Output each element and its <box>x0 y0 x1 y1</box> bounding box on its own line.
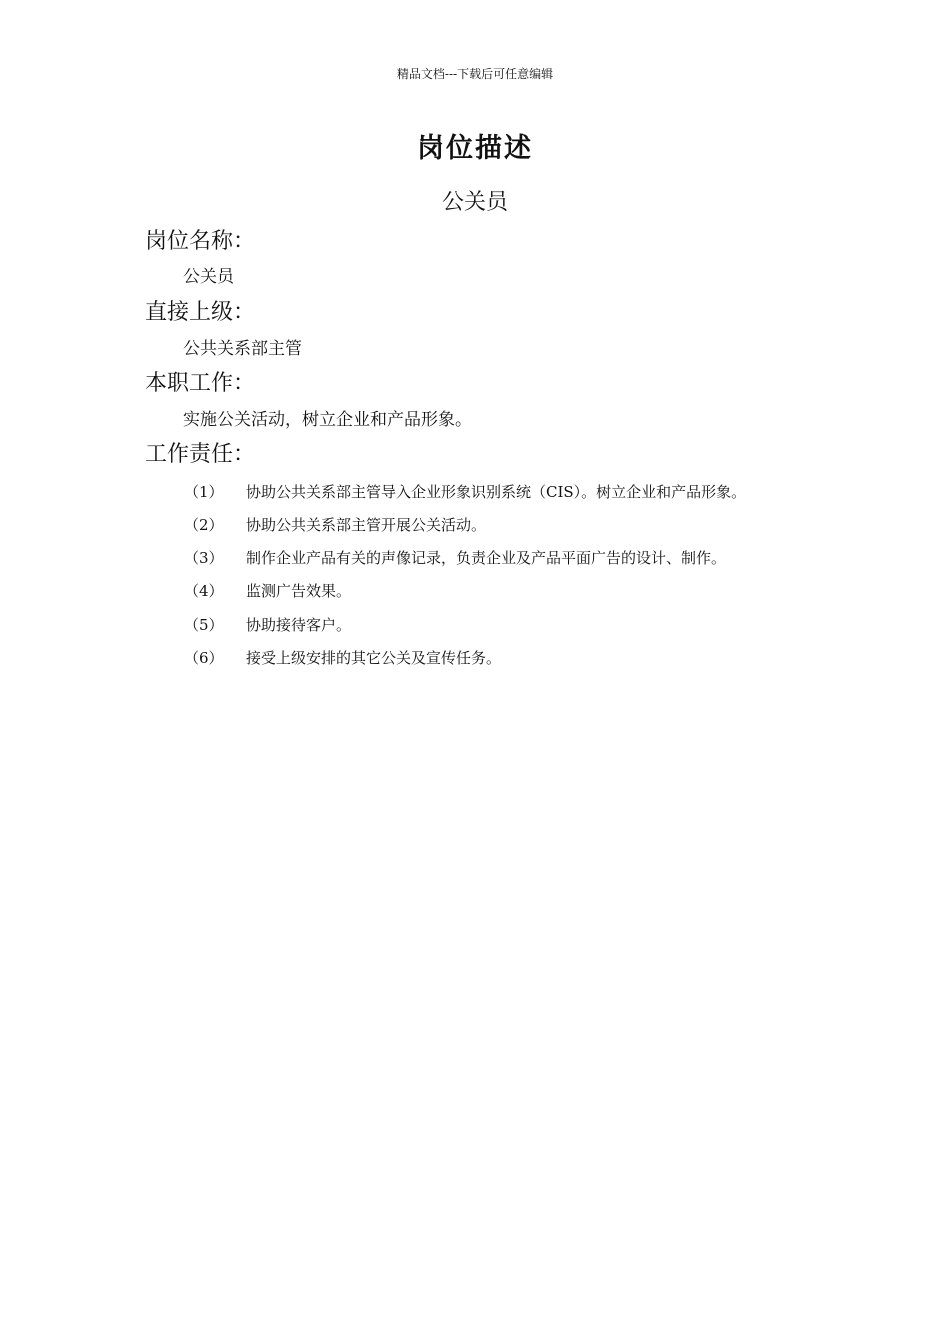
document-subtitle: 公关员 <box>441 190 508 215</box>
section-body-position-name: 公关员 <box>183 267 234 287</box>
section-heading-position-name: 岗位名称： <box>145 229 256 254</box>
page-header-note: 精品文档---下载后可任意编辑 <box>396 67 554 81</box>
section-heading-core-work: 本职工作： <box>145 371 256 396</box>
document-title: 岗位描述 <box>417 133 533 164</box>
duty-item <box>0 580 950 602</box>
duty-item <box>0 647 950 669</box>
section-body-core-work: 实施公关活动，树立企业和产品形象。 <box>183 410 472 430</box>
duty-text: 协助公共关系部主管开展公关活动。 <box>246 516 487 534</box>
duty-item <box>0 514 950 536</box>
duty-number: （4） <box>184 582 224 600</box>
duty-number: （2） <box>184 516 224 534</box>
duty-number: （6） <box>184 649 224 667</box>
duty-item <box>0 481 950 503</box>
duty-text: 制作企业产品有关的声像记录，负责企业及产品平面广告的设计、制作。 <box>246 549 727 567</box>
duty-item <box>0 547 950 569</box>
duty-number: （3） <box>184 549 224 567</box>
duty-text: 接受上级安排的其它公关及宣传任务。 <box>246 649 502 667</box>
duty-text: 协助接待客户。 <box>246 616 352 634</box>
duty-text: 监测广告效果。 <box>246 582 352 600</box>
duty-text: 协助公共关系部主管导入企业形象识别系统（CIS）。树立企业和产品形象。 <box>246 483 747 501</box>
duty-number: （5） <box>184 616 224 634</box>
duty-number: （1） <box>184 483 224 501</box>
duty-item <box>0 614 950 636</box>
section-heading-duties: 工作责任： <box>145 442 256 467</box>
section-heading-supervisor: 直接上级： <box>145 300 256 325</box>
section-body-supervisor: 公共关系部主管 <box>183 339 302 359</box>
